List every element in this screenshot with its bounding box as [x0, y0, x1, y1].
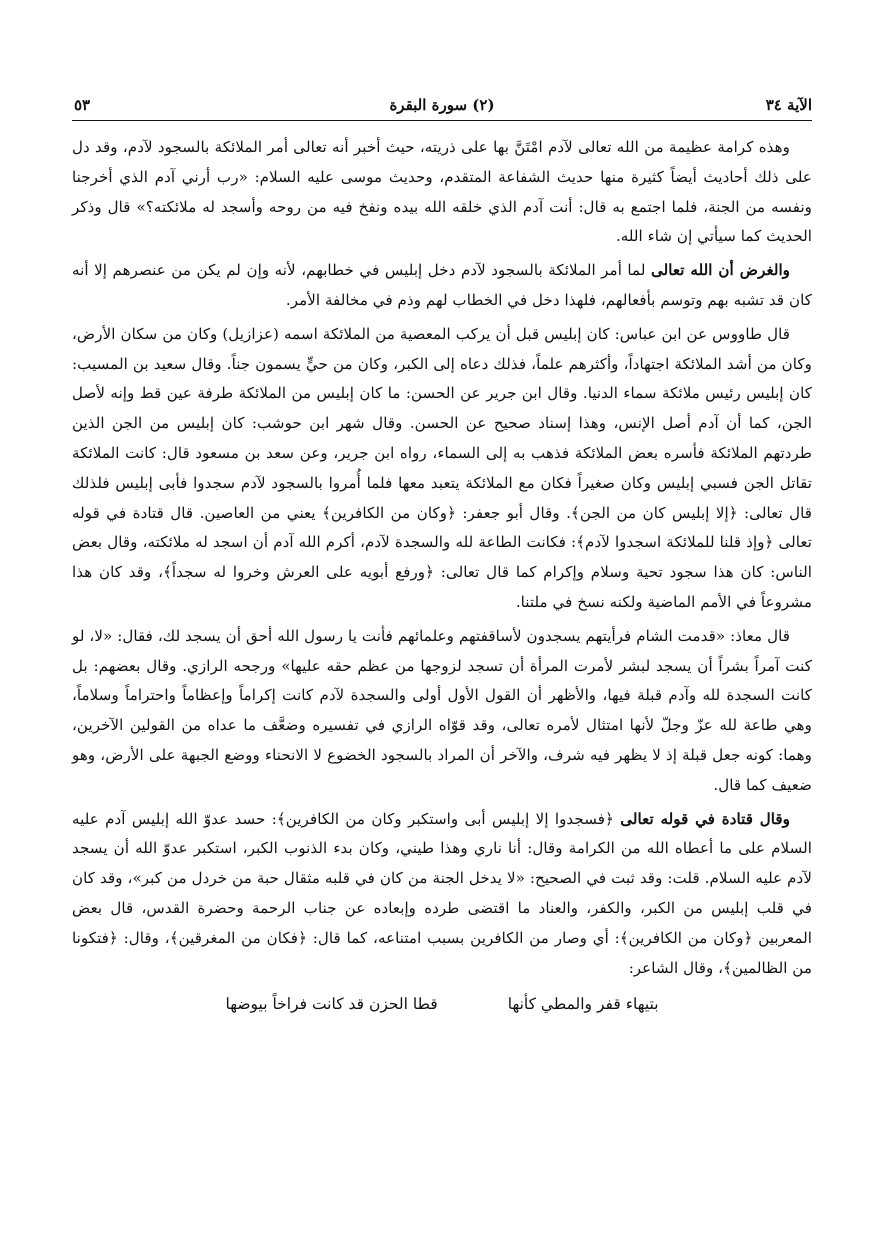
page-number: ٥٣ — [74, 96, 91, 114]
verse-label: الآية ٣٤ — [765, 96, 812, 114]
paragraph — [72, 320, 812, 618]
paragraph-lead: والغرض أن الله تعالى — [650, 261, 790, 280]
verse-first-hemistich: بتيهاء قفر والمطي كأنها — [507, 995, 659, 1014]
verse-second-hemistich: قطا الحزن قد كانت فراخاً بيوضها — [225, 995, 438, 1014]
paragraph-lead: وقال قتادة في قوله تعالى — [620, 809, 791, 828]
surah-label: (٢) سورة البقرة — [389, 96, 495, 114]
poetry-verse — [72, 989, 812, 1019]
paragraph — [72, 133, 812, 252]
paragraph — [72, 805, 812, 984]
paragraph-text: لما أمر الملائكة بالسجود لآدم دخل إبليس في خطابهم، لأنه وإن لم يكن من عنصرهم إلا أنه كان قد تشبه بهم وتوسم بأفعالهم، فلهذا دخل في الخطاب لهم وذم في مخالفة الأمر. — [72, 261, 812, 309]
paragraph-text: قال طاووس عن ابن عباس: كان إبليس قبل أن يركب المعصية من الملائكة اسمه (عزازيل) وكان من سكان الأرض، وكان من أشد الملائكة اجتهاداً، وأكثرهم علماً، فذلك دعاه إلى الكبر، وكان من حيٍّ يسمون جناً. وقال سعيد بن المسيب: كان إبليس رئيس ملائكة سماء الدنيا. وقال ابن جرير عن الحسن: ما كان إبليس من الملائكة طرفة عين قط وإنه لأصل الجن، كما أن آدم أصل الإنس، وهذا إسناد صحيح عن الحسن. وقال شهر ابن حوشب: كان إبليس من الجن الذين طردتهم الملائكة فأسره بعض الملائكة فذهب به إلى السماء، رواه ابن جرير، وعن سعد بن مسعود قال: كانت الملائكة تقاتل الجن فسبي إبليس وكان صغيراً فكان مع الملائكة يتعبد معها فلما أُمروا بالسجود لآدم سجدوا فأبى إبليس فلذلك قال تعالى: ﴿إلا إبليس كان من الجن﴾. وقال أبو جعفر: ﴿وكان من الكافرين﴾ يعني من العاصين. قال قتادة في قوله تعالى ﴿وإذ قلنا للملائكة اسجدوا لآدم﴾: فكانت الطاعة لله والسجدة لآدم، أكرم الله آدم أن اسجد له ملائكته، وقال بعض الناس: كان هذا سجود تحية وسلام وإكرام كما قال تعالى: ﴿ورفع أبويه على العرش وخروا له سجداً﴾، وقد كان هذا مشروعاً في الأمم الماضية ولكنه نسخ في ملتنا. — [72, 324, 812, 611]
paragraph-text: ﴿فسجدوا إلا إبليس أبى واستكبر وكان من الكافرين﴾: حسد عدوّ الله إبليس آدم عليه السلام على ما أعطاه الله من الكرامة وقال: أنا ناري وهذا طيني، وكان بدء الذنوب الكبر، استكبر عدوّ الله أن يسجد لآدم عليه السلام. قلت: وقد ثبت في الصحيح: «لا يدخل الجنة من كان في قلبه مثقال حبة من خردل من كبر»، وقد كان في قلب إبليس من الكبر، والكفر، والعناد ما اقتضى طرده وإبعاده عن جناب الرحمة وحضرة القدس، قال بعض المعربين ﴿وكان من الكافرين﴾: أي وصار من الكافرين بسبب امتناعه، كما قال: ﴿فكان من المغرقين﴾، وقال: ﴿فتكونا من الظالمين﴾، وقال الشاعر: — [72, 809, 812, 977]
book-page — [72, 94, 812, 1019]
running-header — [72, 94, 812, 121]
paragraph-text: وهذه كرامة عظيمة من الله تعالى لآدم امْتَنَّ بها على ذريته، حيث أخبر أنه تعالى أمر الملائكة بالسجود لآدم، وقد دل على ذلك أحاديث أيضاً كثيرة منها حديث الشفاعة المتقدم، وحديث موسى عليه السلام: «رب أرني آدم الذي أخرجنا ونفسه من الجنة، فلما اجتمع به قال: أنت آدم الذي خلقه الله بيده ونفخ فيه من روحه وأسجد له ملائكته؟» قال وذكر الحديث كما سيأتي إن شاء الله. — [72, 138, 812, 246]
paragraph — [72, 622, 812, 801]
body-text — [72, 133, 812, 983]
paragraph — [72, 256, 812, 316]
paragraph-text: قال معاذ: «قدمت الشام فرأيتهم يسجدون لأساقفتهم وعلمائهم فأنت يا رسول الله أحق أن يسجد لك، فقال: «لا، لو كنت آمراً بشراً أن يسجد لبشر لأمرت المرأة أن تسجد لزوجها من عظم حقه عليها» ورجحه الرازي. وقال بعضهم: بل كانت السجدة لله وآدم قبلة فيها، والأظهر أن القول الأول أولى والسجدة لآدم كانت إكراماً وإعظاماً واحتراماً وسلاماً، وهي طاعة لله عزّ وجلّ لأنها امتثال لأمره تعالى، وقد قوّاه الرازي في تفسيره وضعَّف ما عداه من القولين الآخرين، وهما: كونه جعل قبلة إذ لا يظهر فيه شرف، والآخر أن المراد بالسجود الخضوع لا الانحناء ووضع الجبهة على الأرض، وهو ضعيف كما قال. — [72, 626, 812, 794]
